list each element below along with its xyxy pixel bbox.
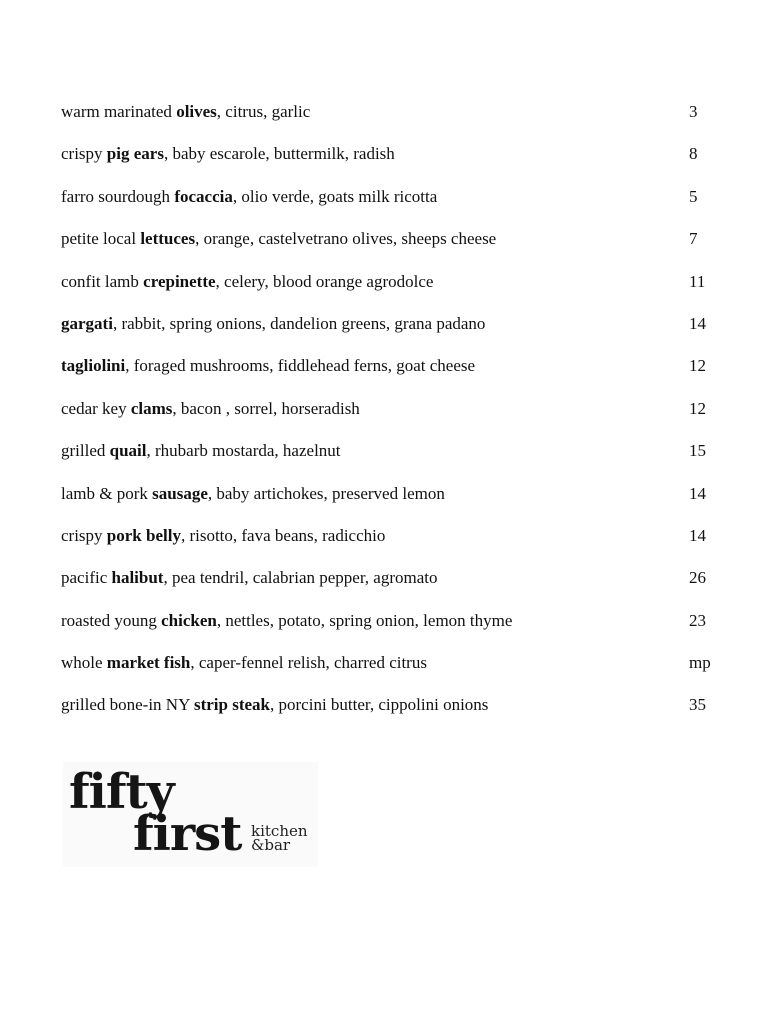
menu-item-price: 14 bbox=[689, 525, 706, 545]
menu-item bbox=[61, 270, 721, 312]
menu-item-price: 7 bbox=[689, 229, 698, 249]
menu-item-name: crepinette bbox=[143, 271, 216, 291]
menu-item bbox=[61, 524, 721, 566]
menu-item-price: mp bbox=[689, 653, 711, 673]
menu-item-description: pacific halibut, pea tendril, calabrian pepper, agromato bbox=[61, 568, 438, 588]
menu-item-price: 14 bbox=[689, 313, 706, 333]
menu-item bbox=[61, 651, 721, 693]
menu-item bbox=[61, 227, 721, 269]
menu-item bbox=[61, 312, 721, 354]
menu-item bbox=[61, 185, 721, 227]
logo-subtitle-kitchen: kitchen bbox=[251, 822, 308, 840]
menu-item-name: focaccia bbox=[174, 186, 233, 206]
menu-item bbox=[61, 397, 721, 439]
logo-subtitle bbox=[251, 824, 308, 852]
menu-item-description: roasted young chicken, nettles, potato, spring onion, lemon thyme bbox=[61, 610, 513, 630]
menu-item-description: confit lamb crepinette, celery, blood orange agrodolce bbox=[61, 271, 434, 291]
menu-item-description: cedar key clams, bacon , sorrel, horseradish bbox=[61, 398, 360, 418]
menu-item-price: 5 bbox=[689, 186, 698, 206]
menu-item-description: tagliolini, foraged mushrooms, fiddlehead ferns, goat cheese bbox=[61, 356, 476, 376]
menu-item-name: tagliolini bbox=[61, 356, 126, 376]
menu-item-description: grilled bone-in NY strip steak, porcini butter, cippolini onions bbox=[61, 695, 489, 715]
menu-item-price: 12 bbox=[689, 356, 706, 376]
menu-item-name: market fish bbox=[106, 653, 191, 673]
menu-list bbox=[61, 100, 721, 736]
menu-item-name: chicken bbox=[161, 610, 217, 630]
menu-item-name: sausage bbox=[152, 483, 208, 503]
menu-item-price: 35 bbox=[689, 695, 706, 715]
menu-item-price: 8 bbox=[689, 144, 698, 164]
logo-word-first: first bbox=[133, 806, 242, 862]
menu-item bbox=[61, 482, 721, 524]
menu-item-name: strip steak bbox=[193, 695, 271, 715]
menu-item-price: 12 bbox=[689, 398, 706, 418]
logo-subtitle-bar: &bar bbox=[251, 836, 291, 854]
menu-item-price: 3 bbox=[689, 102, 698, 121]
menu-item-price: 15 bbox=[689, 441, 706, 461]
restaurant-logo bbox=[63, 762, 318, 867]
logo-word-fifty: fifty bbox=[69, 764, 174, 820]
menu-item bbox=[61, 100, 721, 142]
menu-item-price: 11 bbox=[689, 271, 706, 291]
menu-item-description: warm marinated olives, citrus, garlic bbox=[61, 102, 311, 121]
menu-item-name: lettuces bbox=[140, 229, 196, 249]
menu-item-name: halibut bbox=[111, 568, 164, 588]
menu-item-description: crispy pig ears, baby escarole, buttermilk, radish bbox=[61, 144, 395, 164]
menu-item bbox=[61, 609, 721, 651]
menu-item-description: grilled quail, rhubarb mostarda, hazelnut bbox=[61, 441, 341, 461]
menu-item-name: olives bbox=[176, 102, 217, 121]
menu-item-description: petite local lettuces, orange, castelvetrano olives, sheeps cheese bbox=[61, 229, 497, 249]
menu-item-name: clams bbox=[130, 398, 173, 418]
menu-item-price: 23 bbox=[689, 610, 706, 630]
menu-item-name: pork belly bbox=[106, 525, 181, 545]
menu-item-name: quail bbox=[109, 441, 147, 461]
menu-item-description: whole market fish, caper-fennel relish, charred citrus bbox=[61, 653, 427, 673]
menu-item-price: 26 bbox=[689, 568, 706, 588]
menu-item-name: pig ears bbox=[106, 144, 164, 164]
menu-item-name: gargati bbox=[61, 313, 113, 333]
menu-item-description: crispy pork belly, risotto, fava beans, radicchio bbox=[61, 525, 386, 545]
menu-item bbox=[61, 354, 721, 396]
menu-item-description: farro sourdough focaccia, olio verde, goats milk ricotta bbox=[61, 186, 438, 206]
menu-item bbox=[61, 142, 721, 184]
menu-item bbox=[61, 566, 721, 608]
menu-item-description: lamb & pork sausage, baby artichokes, preserved lemon bbox=[61, 483, 445, 503]
menu-item-description: gargati, rabbit, spring onions, dandelion greens, grana padano bbox=[61, 313, 486, 333]
menu-item bbox=[61, 693, 721, 735]
menu-item bbox=[61, 439, 721, 481]
menu-item-price: 14 bbox=[689, 483, 706, 503]
